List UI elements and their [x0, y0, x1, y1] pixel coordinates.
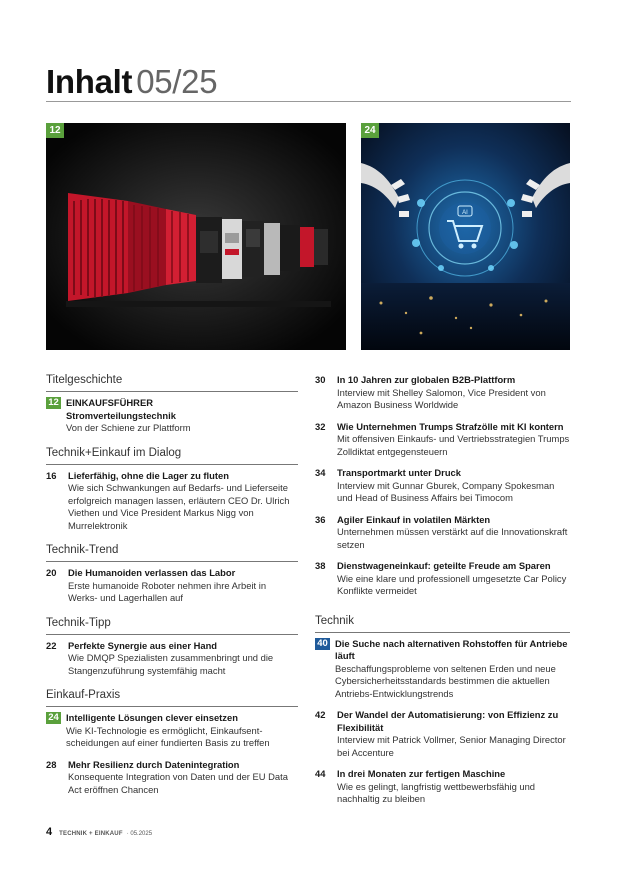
toc-left-column [46, 374, 298, 805]
entry-title: Transportmarkt unter Druck [337, 467, 461, 478]
entry-text [337, 768, 570, 806]
entry-text [66, 712, 298, 750]
toc-entry[interactable] [315, 421, 570, 459]
toc-right-column [315, 374, 570, 815]
entry-title: In 10 Jahren zur globalen B2B-Plattform [337, 374, 516, 385]
page-number-badge: 12 [46, 397, 61, 409]
page-number: 22 [46, 639, 57, 651]
footer-page-number: 4 [46, 826, 53, 838]
entry-text [68, 567, 298, 605]
entry-title: Der Wandel der Automatisierung: von Effizienz zu Flexibilität [337, 709, 559, 733]
page-number: 16 [46, 469, 57, 481]
ai-robot-hands-illustration [361, 123, 570, 350]
section-rule [46, 391, 298, 392]
entry-title: Dienstwageneinkauf: geteilte Freude am Sparen [337, 560, 551, 571]
section-rule [46, 634, 298, 635]
toc-entry[interactable] [315, 709, 570, 759]
section-rule [46, 464, 298, 465]
page-number: 34 [315, 467, 326, 478]
photo-page-badge: 12 [46, 123, 64, 138]
entry-description: Unternehmen müssen verstärkt auf die Innovationskraft setzen [337, 526, 568, 550]
toc-entry[interactable] [315, 467, 570, 505]
toc-section [46, 374, 298, 447]
entry-title: EINKAUFSFÜHRER [66, 397, 153, 408]
entry-text [68, 640, 298, 678]
entry-text [337, 374, 570, 412]
page-number: 36 [315, 513, 326, 525]
toc-entry[interactable] [315, 768, 570, 806]
entry-description: Wie sich Schwankungen auf Bedarfs- und Lieferseite erfolgreich managen lassen, erläutern CEO Dr. Ulrich Viethen und Vice President Markus Nigg von Murrelektronik [68, 482, 290, 531]
toc-section [46, 447, 298, 545]
toc-entry[interactable] [46, 759, 298, 797]
entry-text [337, 514, 570, 552]
entry-title: Die Humanoiden verlassen das Labor [68, 567, 236, 578]
photo-stromverteilung [46, 123, 346, 350]
entry-subtitle: Stromverteilungstechnik [66, 409, 176, 421]
toc-entry[interactable] [315, 638, 570, 701]
toc-section [46, 689, 298, 796]
toc-section [315, 374, 570, 615]
toc-section [315, 615, 570, 806]
entry-description: Interview mit Gunnar Gburek, Company Spokesman und Head of Business Affairs bei Timocom [337, 479, 555, 503]
entry-description: Beschaffungsprobleme von seltenen Erden und neue Cybersicherheitsstandards bestimmen die aktuellen Antriebs-Entwicklungstrends [335, 662, 556, 699]
photo-page-badge: 24 [361, 123, 379, 138]
toc-entry[interactable] [46, 640, 298, 678]
toc-entry[interactable] [315, 560, 570, 598]
ai-chip-label: AI [462, 210, 468, 216]
section-heading: Titelgeschichte [46, 374, 123, 386]
page-number: 32 [315, 420, 326, 432]
page-number-badge: 40 [315, 638, 330, 650]
footer-issue: · 05.2025 [126, 831, 153, 837]
entry-title: Perfekte Synergie aus einer Hand [68, 639, 218, 651]
page-title [46, 62, 217, 102]
section-heading: Technik+Einkauf im Dialog [46, 446, 182, 459]
entry-description: Wie KI-Technologie es ermöglicht, Einkaufsentscheidungen auf einer fundierten Basis zu treffen [66, 724, 270, 748]
entry-title: Mehr Resilienz durch Datenintegration [68, 758, 240, 770]
section-heading: Technik-Trend [46, 544, 119, 556]
section-rule [315, 632, 570, 633]
entry-title: Wie Unternehmen Trumps Strafzölle mit KI kontern [337, 420, 564, 432]
footer-magazine-name: TECHNIK + EINKAUF [59, 831, 123, 837]
entry-text [66, 397, 298, 435]
entry-description: Wie eine klare und professionell umgesetzte Car Policy Konflikte vermeidet [337, 572, 567, 596]
entry-description: Wie DMQP Spezialisten zusammenbringt und die Stangenzuführung systemfähig macht [68, 652, 274, 676]
title-rule [46, 101, 571, 102]
section-rule [46, 561, 298, 562]
entry-text [337, 560, 570, 598]
toc-section [46, 617, 298, 690]
entry-text [335, 638, 570, 701]
entry-text [337, 467, 570, 505]
entry-description: Konsequente Integration von Daten und der EU Data Act eröffnen Chancen [68, 771, 288, 795]
entry-description: Wie es gelingt, langfristig wettbewerbsfähig und nachhaltig zu bleiben [337, 780, 536, 804]
toc-entry[interactable] [315, 514, 570, 552]
page-number: 42 [315, 709, 326, 720]
section-heading: Technik [315, 614, 354, 627]
page-number: 28 [46, 758, 57, 770]
entry-description: Erste humanoide Roboter nehmen ihre Arbeit in Werks- und Lagerhallen auf [68, 579, 267, 603]
title-word: Inhalt [46, 63, 133, 100]
entry-text [337, 421, 570, 459]
toc-entry[interactable] [46, 470, 298, 533]
page-number: 44 [315, 768, 326, 779]
toc-entry[interactable] [315, 374, 570, 412]
page-number-badge: 24 [46, 712, 61, 724]
entry-description: Von der Schiene zur Plattform [66, 422, 191, 433]
page-number: 30 [315, 374, 326, 385]
title-issue: 05/25 [136, 63, 218, 100]
entry-title: Intelligente Lösungen clever einsetzen [66, 712, 238, 723]
toc-entry[interactable] [46, 567, 298, 605]
photo-ki-einkauf [361, 123, 570, 350]
entry-text [68, 470, 298, 533]
section-heading: Einkauf-Praxis [46, 689, 121, 701]
entry-description: Mit offensiven Einkaufs- und Vertriebsstrategien Trumps Zolldiktat entgegensteuern [337, 433, 570, 457]
toc-section [46, 544, 298, 617]
toc-entry[interactable] [46, 397, 298, 435]
entry-description: Interview mit Shelley Salomon, Vice President von Amazon Business Worldwide [337, 386, 546, 410]
power-distribution-illustration [46, 123, 346, 350]
entry-title: Agiler Einkauf in volatilen Märkten [337, 513, 491, 525]
entry-text [337, 709, 570, 759]
entry-title: Die Suche nach alternativen Rohstoffen für Antriebe läuft [335, 637, 568, 661]
page-footer [46, 826, 152, 838]
page-number: 38 [315, 560, 326, 571]
section-rule [46, 706, 298, 707]
entry-title: In drei Monaten zur fertigen Maschine [337, 768, 506, 779]
page-number: 20 [46, 567, 57, 578]
entry-text [68, 759, 298, 797]
entry-title: Lieferfähig, ohne die Lager zu fluten [68, 469, 229, 481]
entry-description: Interview mit Patrick Vollmer, Senior Managing Director bei Accenture [337, 734, 566, 758]
section-heading: Technik-Tipp [46, 616, 111, 629]
toc-entry[interactable] [46, 712, 298, 750]
